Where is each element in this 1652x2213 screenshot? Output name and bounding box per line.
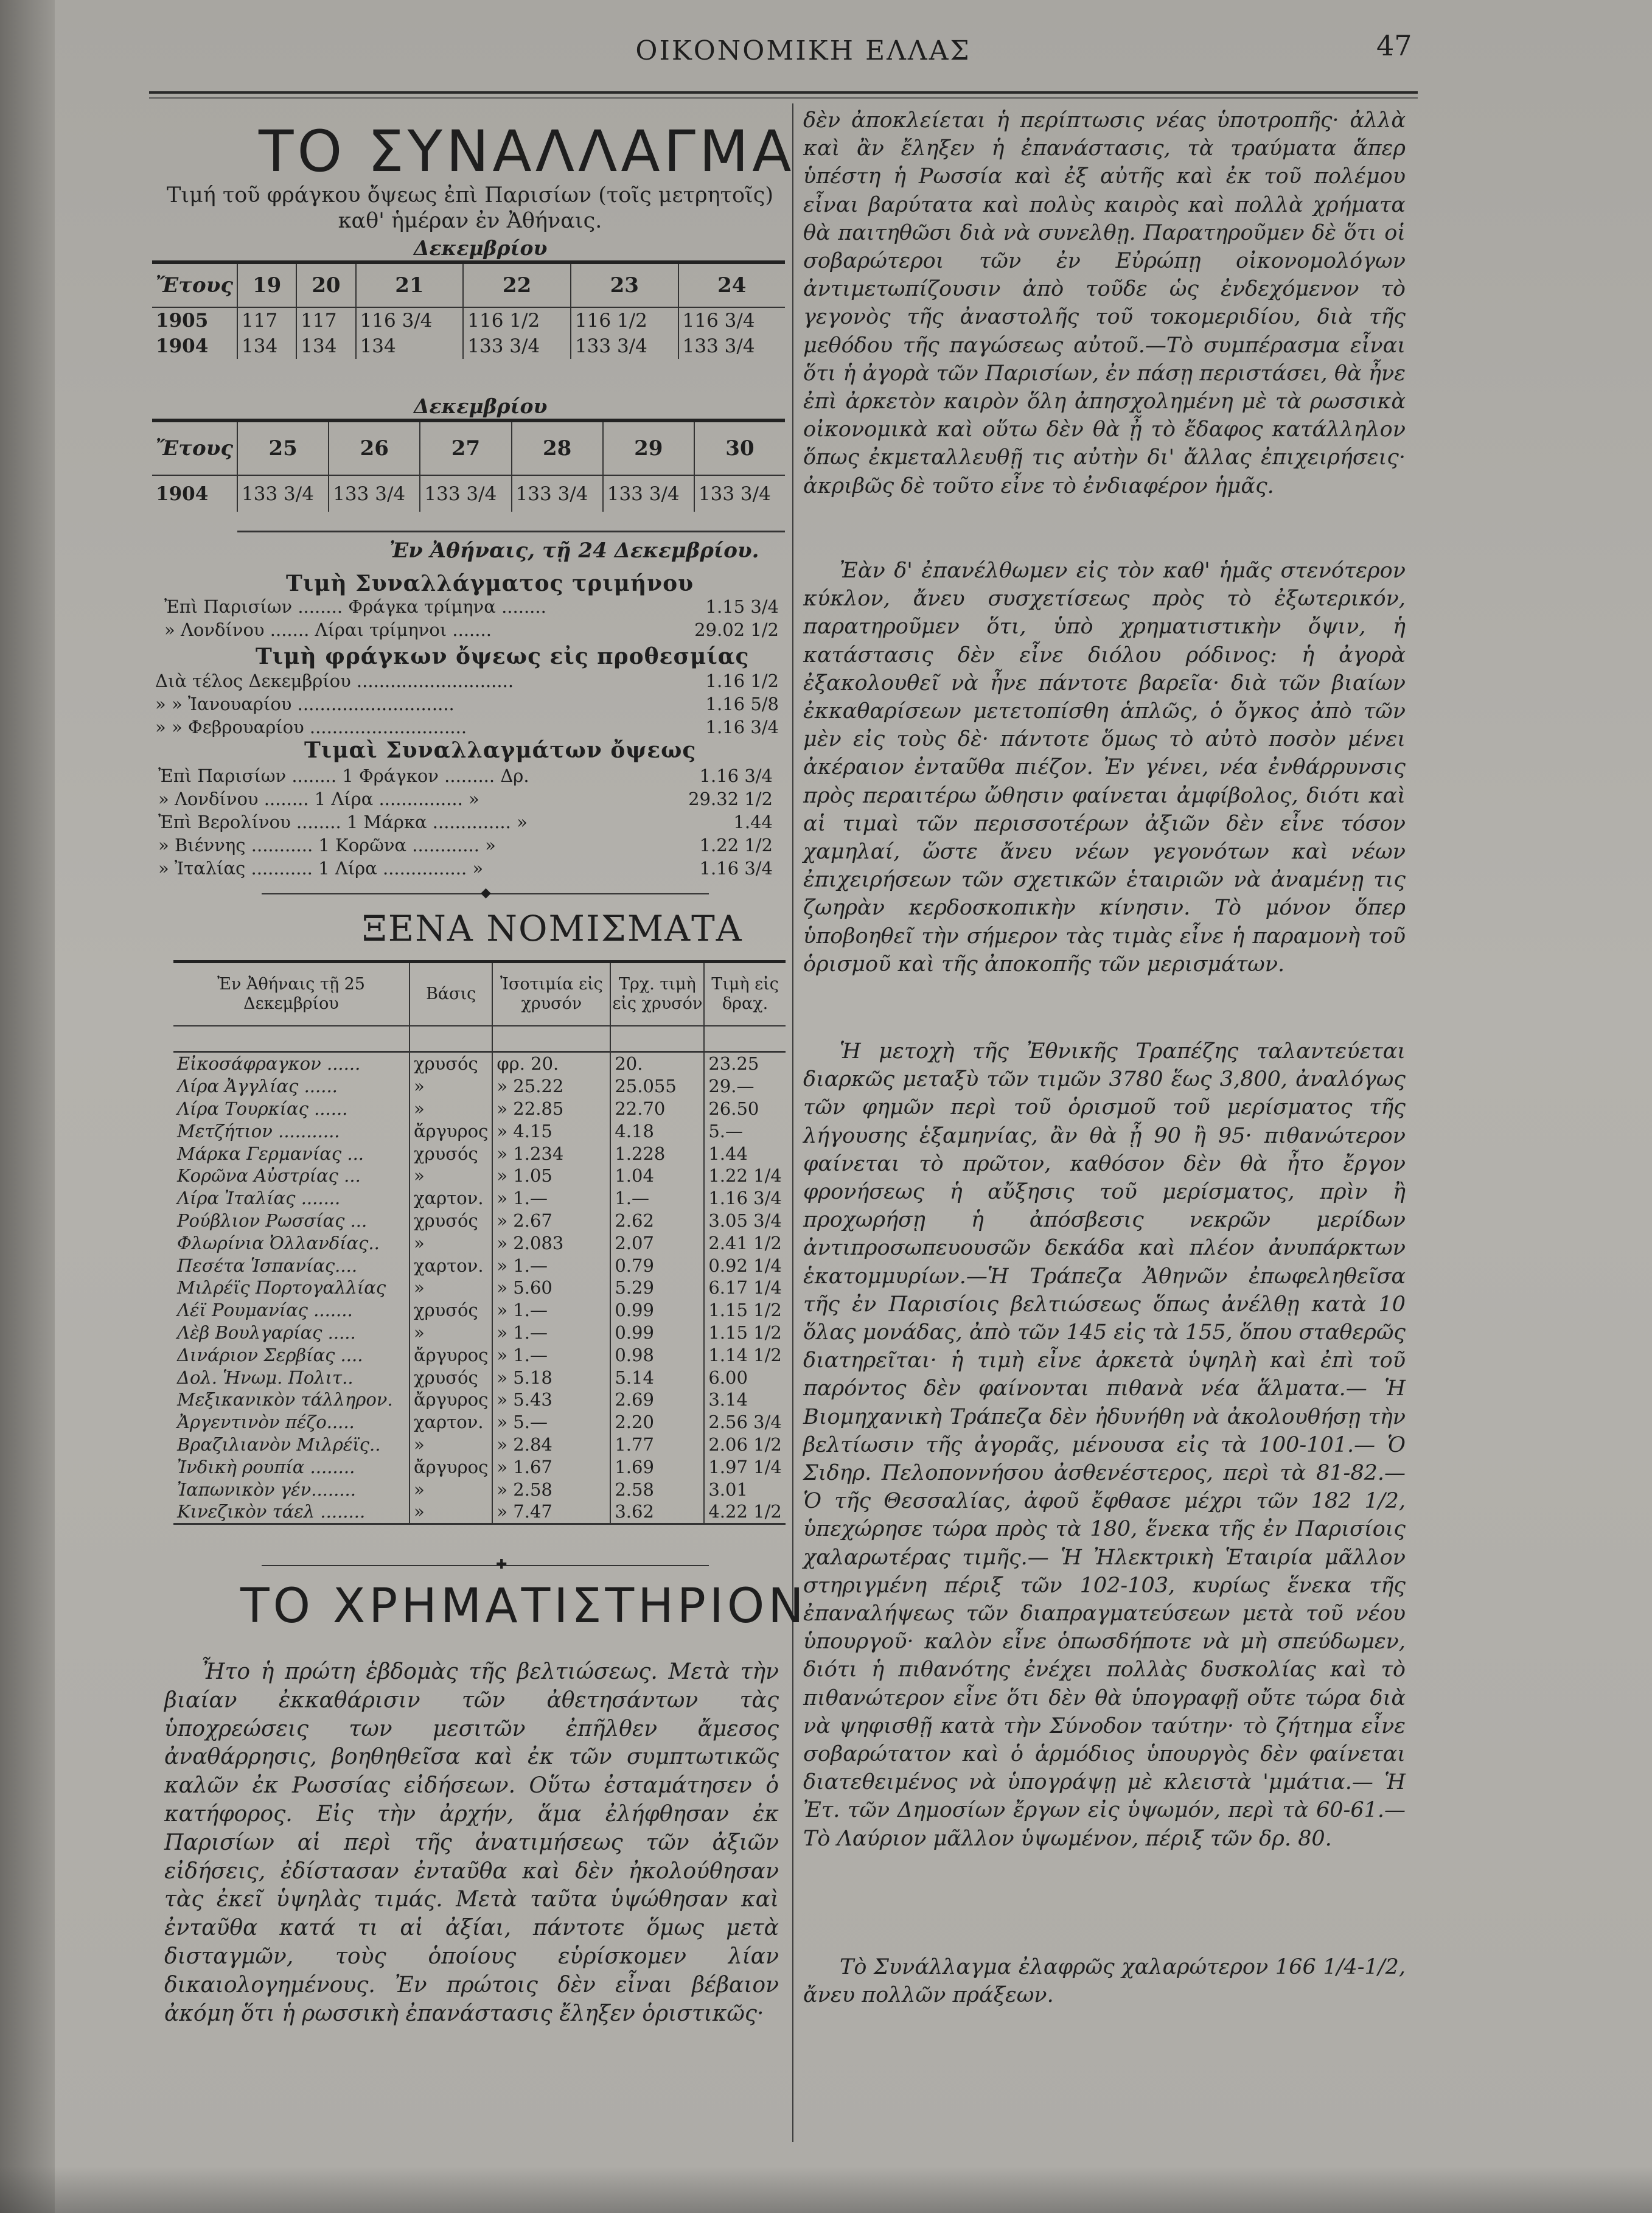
grid-cell: 116 3/4	[678, 307, 785, 333]
grid-cell: 133 3/4	[512, 475, 603, 512]
grid-day: 19	[237, 262, 296, 307]
currency-market: 5.29	[610, 1277, 704, 1299]
rate-line	[158, 765, 773, 786]
rate-line	[155, 671, 779, 691]
page-bottom-shadow	[0, 2166, 1652, 2213]
currency-price: 1.14 1/2	[704, 1343, 785, 1366]
grid-year-label: Ἔτους	[152, 262, 237, 307]
currency-parity: » 2.84	[492, 1434, 610, 1456]
currency-market: 2.62	[610, 1210, 704, 1232]
rate-value: 1.22 1/2	[699, 835, 773, 856]
rate-value: 1.16 3/4	[699, 858, 773, 879]
currency-header-row	[173, 962, 786, 1026]
currency-price: 29.—	[704, 1075, 785, 1098]
currency-market: 1.228	[610, 1142, 704, 1165]
rate-line	[158, 812, 773, 832]
currency-row	[173, 1366, 786, 1389]
currency-price: 3.14	[704, 1389, 785, 1411]
currency-basis: ἄργυρος	[410, 1120, 492, 1142]
rate-value: 1.16 5/8	[705, 694, 779, 714]
currency-parity: » 7.47	[492, 1500, 610, 1524]
currency-market: 1.69	[610, 1455, 704, 1478]
grid-cell: 116 3/4	[356, 307, 464, 333]
grid-row	[152, 333, 785, 359]
currency-market: 2.20	[610, 1411, 704, 1434]
grid-cell: 133 3/4	[571, 333, 678, 359]
currency-market: 4.18	[610, 1120, 704, 1142]
currency-market: 22.70	[610, 1098, 704, 1120]
currency-price: 5.—	[704, 1120, 785, 1142]
bourse-right-paragraph-4: Τὸ Συνάλλαγμα ἐλαφρῶς χαλαρώτερον 166 1/4-1/2, ἄνευ πολλῶν πράξεων.	[803, 1955, 1406, 2008]
header-rule	[149, 91, 1418, 94]
currency-name: Ρούβλιον Ρωσσίας ...	[173, 1210, 410, 1232]
currency-parity: » 22.85	[492, 1098, 610, 1120]
month-label-2: Δεκεμβρίου	[414, 394, 548, 418]
currency-row	[173, 1142, 786, 1165]
currency-price: 3.05 3/4	[704, 1210, 785, 1232]
currency-row	[173, 1455, 786, 1478]
grid-cell: 133 3/4	[329, 475, 420, 512]
bourse-title: ΤΟ ΧΡΗΜΑΤΙΣΤΗΡΙΟΝ	[240, 1579, 807, 1634]
currency-price: 1.44	[704, 1142, 785, 1165]
currency-basis: »	[410, 1434, 492, 1456]
currency-basis: »	[410, 1478, 492, 1500]
currency-name: Κινεζικὸν τάελ ........	[173, 1500, 410, 1524]
currency-name: Βραζιλιανὸν Μιλρέϊς..	[173, 1434, 410, 1456]
grid-header-row	[152, 420, 785, 475]
currency-market: 20.	[610, 1052, 704, 1075]
currency-row	[173, 1254, 786, 1277]
grid-cell: 133 3/4	[463, 333, 571, 359]
grid-year: 1905	[156, 310, 209, 332]
currency-basis: χρυσός	[410, 1142, 492, 1165]
currency-parity: » 1.—	[492, 1254, 610, 1277]
currency-parity: » 2.58	[492, 1478, 610, 1500]
currency-row	[173, 1165, 786, 1187]
currency-market: 25.055	[610, 1075, 704, 1098]
currency-market: 0.99	[610, 1322, 704, 1344]
currency-name: Μεξικανικὸν τάλληρον.	[173, 1389, 410, 1411]
grid-cell: 116 1/2	[571, 307, 678, 333]
grid-cell: 133 3/4	[678, 333, 785, 359]
currency-row	[173, 1389, 786, 1411]
currency-price: 2.41 1/2	[704, 1232, 785, 1254]
grid-day: 22	[463, 262, 571, 307]
currency-parity: » 1.—	[492, 1299, 610, 1322]
header-market: Τρχ. τιμὴ εἰς χρυσόν	[610, 962, 704, 1026]
currency-row	[173, 1478, 786, 1500]
currency-parity: » 2.67	[492, 1210, 610, 1232]
currency-row	[173, 1210, 786, 1232]
page-edge-shadow	[0, 0, 55, 2213]
currency-name: Ἰαπωνικὸν γέν........	[173, 1478, 410, 1500]
grid-header-row	[152, 262, 785, 307]
currency-name: Δολ. Ἡνωμ. Πολιτ..	[173, 1366, 410, 1389]
currency-name: Εἰκοσάφραγκον ......	[173, 1052, 410, 1075]
currency-parity: » 4.15	[492, 1120, 610, 1142]
currency-market: 1.77	[610, 1434, 704, 1456]
grid-year: 1904	[156, 483, 209, 505]
currency-basis: »	[410, 1500, 492, 1524]
running-head: ΟΙΚΟΝΟΜΙΚΗ ΕΛΛΑΣ	[635, 35, 971, 66]
currency-table	[173, 960, 786, 1525]
header-basis: Βάσις	[410, 962, 492, 1026]
currency-market: 2.07	[610, 1232, 704, 1254]
currency-basis: χρυσός	[410, 1210, 492, 1232]
rate-label: Διὰ τέλος Δεκεμβρίου ............................	[155, 671, 514, 691]
grid-day: 24	[678, 262, 785, 307]
currency-title: ΞΕΝΑ ΝΟΜΙΣΜΑΤΑ	[362, 908, 743, 949]
grid-day: 26	[329, 420, 420, 475]
month-label-1: Δεκεμβρίου	[414, 236, 548, 260]
currency-price: 6.17 1/4	[704, 1277, 785, 1299]
currency-market: 2.58	[610, 1478, 704, 1500]
grid-cell: 134	[296, 333, 355, 359]
grid-day: 20	[296, 262, 355, 307]
currency-basis: »	[410, 1277, 492, 1299]
exchange-grid-1	[152, 260, 785, 359]
bourse-right-paragraph-3: Ἡ μετοχὴ τῆς Ἐθνικῆς Τραπέζης ταλαντεύεται διαρκῶς μεταξὺ τῶν τιμῶν 3780 ἕως 3,800, ἀναλόγως τῶν φημῶν περὶ τοῦ ὁρισμοῦ τοῦ μερίσματος τῆς λήγουσης ἑξαμηνίας, ἂν θὰ ᾖ 90 ἢ 95· πιθανώτερον φαίνεται τὸ πρῶτον, καθόσον δὲν θὰ ἦτο ἔργον φρονήσεως ἡ αὔξησις τοῦ μερίσματος, πρὶν ἢ προχωρήσῃ ἡ ἀπόσβεσις νεκρῶν μερίδων ἀντιπροσωπευουσῶν δεκάδα καὶ πλέον ἀνυπάρκτων ἑκατομμυρίων.—Ἡ Τράπεζα Ἀθηνῶν ἐπωφεληθεῖσα τῆς ἐν Παρισίοις βελτιώσεως ὅπως ἀνέλθῃ κατὰ 10 ὅλας μονάδας, ἀπὸ τῶν 145 εἰς τὰ 155, ὅπου σταθερῶς διατηρεῖται· ἡ τιμὴ εἶνε ἀρκετὰ ὑψηλὴ καὶ ἐπὶ τοῦ παρόντος δὲν φαίνονται πιθανὰ νέα ἅλματα.— Ἡ Βιομηχανικὴ Τράπεζα δὲν ἠδυνήθη νὰ ἀκολουθήσῃ τὴν βελτίωσιν τῆς ἀγορᾶς, μένουσα εἰς τὰ 100-101.— Ὁ Σιδηρ. Πελοποννήσου ἀσθενέστερος, περὶ τὰ 81-82.— Ὁ τῆς Θεσσαλίας, ἀφοῦ ἔφθασε μέχρι τῶν 182 1/2, ὑπεχώρησε τώρα πρὸς τὰ 180, ἕνεκα τῆς ἐν Παρισίοις χαλαρωτέρας τιμῆς.— Ἡ Ἠλεκτρικὴ Ἑταιρία μᾶλλον στηριγμένη πέριξ τῶν 102-103, κυρίως ἕνεκα τῆς ἐπαναλήψεως τῶν διαπραγματεύσεων μετὰ τοῦ νέου ὑπουργοῦ· καλὸν εἶνε ὁπωσδήποτε νὰ μὴ σπεύδωμεν, διότι ἡ πιθανότης ἐνέχει πολλὰς δυσκολίας καὶ τὸ πιθανώτερον εἶνε ὅτι δὲν θὰ ὑπογραφῇ οὔτε τώρα διὰ νὰ ψηφισθῇ κατὰ τὴν Σύνοδον ταύτην· τὸ ζήτημα εἶνε σοβαρώτατον καὶ ὁ ἁρμόδιος ὑπουργὸς δὲν φαίνεται διατεθειμένος νὰ ὑπογράψῃ μὲ κλειστὰ 'μμάτια.— Ἡ Ἐτ. τῶν Δημοσίων ἔργων εἰς ὑψωμόν, περὶ τὰ 60-61.— Τὸ Λαύριον μᾶλλον ὑψωμένον, πέριξ τῶν δρ. 80.	[803, 1039, 1406, 1851]
currency-row	[173, 1299, 786, 1322]
currency-row	[173, 1322, 786, 1344]
grid-bottom-rule	[237, 531, 785, 532]
grid-cell: 133 3/4	[603, 475, 694, 512]
grid-day: 29	[603, 420, 694, 475]
rate-value: 29.32 1/2	[688, 789, 773, 809]
currency-parity: » 5.—	[492, 1411, 610, 1434]
forward-heading: Τιμὴ φράγκων ὄψεως εἰς προθεσμίας	[256, 644, 750, 669]
exchange-subtitle-line1: Τιμή τοῦ φράγκου ὄψεως ἐπὶ Παρισίων (τοῖς μετρητοῖς)	[166, 183, 774, 207]
currency-parity: » 1.234	[492, 1142, 610, 1165]
bourse-right-paragraph-2: Ἐὰν δ' ἐπανέλθωμεν εἰς τὸν καθ' ἡμᾶς στενότερον κύκλον, ἄνευ συσχετίσεως πρὸς τὸ ἐξωτερικόν, παρατηροῦμεν ὅτι, ὑπὸ χρηματιστικὴν ὄψιν, ἡ κατάστασις δὲν εἶνε διόλου ρόδινος: ἡ ἀγορὰ ἐξακολουθεῖ νὰ ἦνε πάντοτε βαρεῖα· διὰ τῶν βιαίων ἐκκαθαρίσεων μετετοπίσθη ἁπλῶς, ὁ ὄγκος ἀπὸ τῶν μὲν εἰς τοὺς δὲ· πάντοτε ὅμως τὸ αὐτὸ ποσὸν μένει ἀκέραιον ἐνταῦθα πιέζον. Ἐν γένει, νέα ἐνθάρρυνσις πρὸς περαιτέρω ὤθησιν φαίνεται ἀμφίβολος, διότι καὶ αἱ τιμαὶ τῶν περισσοτέρων ἀξιῶν δὲν εἶνε τόσον χαμηλαί, ὥστε ἄνευ νέων γεγονότων καὶ νέων ἐπιχειρήσεων τῶν σχετικῶν ἑταιριῶν νὰ ἀναμένῃ τις ζωηρὰν κερδοσκοπικὴν κίνησιν. Τὸ μόνον ὅπερ ὑποβοηθεῖ τὴν σήμερον τὰς τιμὰς εἶνε ἡ παραμονὴ τοῦ ὁρισμοῦ καὶ τῆς ἀποκοπῆς τῶν μερισμάτων.	[803, 559, 1406, 977]
currency-basis: ἄργυρος	[410, 1343, 492, 1366]
currency-price: 1.15 1/2	[704, 1299, 785, 1322]
exchange-subtitle-line2: καθ' ἡμέραν ἐν Ἀθήναις.	[338, 209, 602, 233]
rate-label: Ἐπὶ Παρισίων ........ Φράγκα τρίμηνα ........	[164, 596, 546, 617]
exchange-title: ΤΟ ΣΥΝΑΛΛΑΓΜΑ	[259, 119, 795, 185]
currency-basis: »	[410, 1322, 492, 1344]
rate-label: » Ἰταλίας ........... 1 Λίρα ............... »	[158, 858, 484, 879]
currency-row	[173, 1098, 786, 1120]
rate-label: Ἐπὶ Βερολίνου ........ 1 Μάρκα .............. »	[158, 812, 528, 832]
currency-market: 1.—	[610, 1187, 704, 1210]
sight-heading: Τιμαὶ Συναλλαγμάτων ὄψεως	[304, 737, 697, 763]
currency-price: 1.16 3/4	[704, 1187, 785, 1210]
currency-price: 23.25	[704, 1052, 785, 1075]
grid-row	[152, 475, 785, 512]
currency-row	[173, 1075, 786, 1098]
currency-row	[173, 1343, 786, 1366]
grid-cell: 117	[237, 307, 296, 333]
currency-basis: χαρτον.	[410, 1411, 492, 1434]
currency-parity: » 5.18	[492, 1366, 610, 1389]
currency-basis: χρυσός	[410, 1366, 492, 1389]
three-month-heading: Τιμὴ Συναλλάγματος τριμήνου	[286, 571, 694, 596]
currency-market: 0.99	[610, 1299, 704, 1322]
currency-market: 1.04	[610, 1165, 704, 1187]
currency-parity: » 1.—	[492, 1322, 610, 1344]
grid-cell: 134	[356, 333, 464, 359]
rate-line	[164, 596, 779, 617]
header-place: Ἐν Ἀθήναις τῇ 25 Δεκεμβρίου	[173, 962, 410, 1026]
exchange-grid-2	[152, 419, 785, 512]
grid-day: 30	[694, 420, 785, 475]
currency-parity: » 5.60	[492, 1277, 610, 1299]
currency-basis: »	[410, 1075, 492, 1098]
grid-cell: 117	[296, 307, 355, 333]
currency-row	[173, 1411, 786, 1434]
header-price: Τιμὴ εἰς δραχ.	[704, 962, 785, 1026]
rate-label: » » Φεβρουαρίου ............................	[155, 717, 467, 737]
rate-value: 29.02 1/2	[694, 619, 779, 640]
rate-value: 1.16 3/4	[705, 717, 779, 737]
spacer-row	[173, 1026, 786, 1052]
currency-row	[173, 1434, 786, 1456]
rate-line	[164, 619, 779, 640]
grid-year: 1904	[156, 335, 209, 357]
rate-value: 1.16 1/2	[705, 671, 779, 691]
rule-ornament: ✚	[496, 1557, 507, 1572]
currency-market: 5.14	[610, 1366, 704, 1389]
currency-row	[173, 1500, 786, 1524]
currency-row	[173, 1187, 786, 1210]
currency-price: 1.97 1/4	[704, 1455, 785, 1478]
rate-line	[158, 858, 773, 879]
currency-parity: » 2.083	[492, 1232, 610, 1254]
rate-line	[158, 835, 773, 856]
currency-parity: » 1.05	[492, 1165, 610, 1187]
currency-parity: φρ. 20.	[492, 1052, 610, 1075]
rate-line	[158, 789, 773, 809]
currency-row	[173, 1052, 786, 1075]
currency-price: 1.15 1/2	[704, 1322, 785, 1344]
currency-name: Μετζήτιον ...........	[173, 1120, 410, 1142]
currency-price: 4.22 1/2	[704, 1500, 785, 1524]
grid-day: 25	[237, 420, 329, 475]
currency-row	[173, 1232, 786, 1254]
currency-basis: χρυσός	[410, 1052, 492, 1075]
currency-name: Λὲβ Βουλγαρίας .....	[173, 1322, 410, 1344]
currency-parity: » 1.—	[492, 1187, 610, 1210]
currency-basis: »	[410, 1165, 492, 1187]
rate-value: 1.16 3/4	[699, 765, 773, 786]
currency-price: 6.00	[704, 1366, 785, 1389]
rule-ornament: ◆	[481, 885, 491, 901]
header-rule-thin	[149, 97, 1418, 99]
grid-year-label: Ἔτους	[152, 420, 237, 475]
currency-parity: » 1.67	[492, 1455, 610, 1478]
currency-name: Λέϊ Ρουμανίας .......	[173, 1299, 410, 1322]
currency-market: 2.69	[610, 1389, 704, 1411]
rate-value: 1.44	[733, 812, 773, 832]
currency-price: 26.50	[704, 1098, 785, 1120]
currency-basis: χαρτον.	[410, 1254, 492, 1277]
rate-label: » Λονδίνου ........ 1 Λίρα ............... »	[158, 789, 479, 809]
grid-cell: 116 1/2	[463, 307, 571, 333]
rate-label: » Λονδίνου ....... Λίραι τρίμηνοι .......	[164, 619, 492, 640]
currency-parity: » 25.22	[492, 1075, 610, 1098]
bourse-left-paragraph: Ἦτο ἡ πρώτη ἑβδομὰς τῆς βελτιώσεως. Μετὰ τὴν βιαίαν ἐκκαθάρισιν τῶν ἀθετησάντων τὰς ὑποχρεώσεις των μεσιτῶν ἐπῆλθεν ἄμεσος ἀναθάρρησις, βοηθηθεῖσα καὶ ἐκ τῶν συμπτωτικῶς καλῶν ἐκ Ρωσσίας εἰδήσεων. Οὕτω ἐσταμάτησεν ὁ κατήφορος. Εἰς τὴν ἀρχήν, ἅμα ἐλήφθησαν ἐκ Παρισίων αἱ περὶ τῆς ἀνατιμήσεως τῶν ἀξιῶν εἰδήσεις, ἐδίστασαν ἐνταῦθα καὶ δὲν ἠκολούθησαν τὰς ἐκεῖ ὑψηλὰς τιμάς. Μετὰ ταῦτα ὑψώθησαν καὶ ἐνταῦθα κατά τι αἱ ἀξίαι, πάντοτε ὅμως μετὰ δισταγμῶν, τοὺς ὁποίους εὑρίσκομεν λίαν δικαιολογημένους. Ἐν πρώτοις δὲν εἶναι βέβαιον ἀκόμη ὅτι ἡ ρωσσικὴ ἐπανάστασις ἔληξεν ὁριστικῶς·	[164, 1659, 779, 2026]
dateline: Ἐν Ἀθήναις, τῇ 24 Δεκεμβρίου.	[389, 538, 759, 563]
currency-row	[173, 1120, 786, 1142]
currency-name: Ἰνδικὴ ρουπία ........	[173, 1455, 410, 1478]
currency-name: Φλωρίνια Ὀλλανδίας..	[173, 1232, 410, 1254]
currency-parity: » 1.—	[492, 1343, 610, 1366]
currency-parity: » 5.43	[492, 1389, 610, 1411]
currency-name: Μάρκα Γερμανίας ...	[173, 1142, 410, 1165]
currency-basis: χαρτον.	[410, 1187, 492, 1210]
currency-price: 2.56 3/4	[704, 1411, 785, 1434]
currency-name: Λίρα Ἰταλίας .......	[173, 1187, 410, 1210]
currency-price: 3.01	[704, 1478, 785, 1500]
currency-price: 1.22 1/4	[704, 1165, 785, 1187]
rate-value: 1.15 3/4	[705, 596, 779, 617]
grid-day: 28	[512, 420, 603, 475]
header-parity: Ἰσοτιμία εἰς χρυσόν	[492, 962, 610, 1026]
currency-basis: ἄργυρος	[410, 1455, 492, 1478]
currency-row	[173, 1277, 786, 1299]
rate-label: Ἐπὶ Παρισίων ........ 1 Φράγκον ......... Δρ.	[158, 765, 529, 786]
grid-day: 27	[420, 420, 511, 475]
currency-price: 2.06 1/2	[704, 1434, 785, 1456]
rate-label: » » Ἰανουαρίου ............................	[155, 694, 455, 714]
currency-basis: »	[410, 1232, 492, 1254]
rate-label: » Βιέννης ........... 1 Κορῶνα ............ »	[158, 835, 496, 856]
currency-name: Μιλρέϊς Πορτογαλλίας	[173, 1277, 410, 1299]
rate-line	[155, 717, 779, 737]
grid-cell: 133 3/4	[694, 475, 785, 512]
grid-cell: 133 3/4	[420, 475, 511, 512]
currency-name: Πεσέτα Ἱσπανίας....	[173, 1254, 410, 1277]
currency-basis: χρυσός	[410, 1299, 492, 1322]
currency-basis: »	[410, 1098, 492, 1120]
currency-price: 0.92 1/4	[704, 1254, 785, 1277]
rate-line	[155, 694, 779, 714]
grid-day: 21	[356, 262, 464, 307]
currency-market: 0.98	[610, 1343, 704, 1366]
grid-day: 23	[571, 262, 678, 307]
currency-name: Κορῶνα Αὐστρίας ...	[173, 1165, 410, 1187]
grid-cell: 134	[237, 333, 296, 359]
currency-basis: ἄργυρος	[410, 1389, 492, 1411]
page-number: 47	[1376, 29, 1412, 62]
grid-row	[152, 307, 785, 333]
currency-name: Λίρα Ἀγγλίας ......	[173, 1075, 410, 1098]
currency-name: Δινάριον Σερβίας ....	[173, 1343, 410, 1366]
currency-name: Λίρα Τουρκίας ......	[173, 1098, 410, 1120]
column-divider	[792, 103, 793, 2142]
currency-market: 0.79	[610, 1254, 704, 1277]
currency-market: 3.62	[610, 1500, 704, 1524]
currency-name: Ἀργεντινὸν πέζο.....	[173, 1411, 410, 1434]
bourse-right-paragraph-1: δὲν ἀποκλείεται ἡ περίπτωσις νέας ὑποτροπῆς· ἀλλὰ καὶ ἂν ἔληξεν ἡ ἐπανάστασις, τὰ τραύματα ἅπερ ὑπέστη ἡ Ρωσσία καὶ ἐξ αὐτῆς καὶ ἐκ τοῦ πολέμου εἶναι βαρύτατα καὶ πολὺς καιρὸς καὶ πολλὰ χρήματα θὰ παιτηθῶσι διὰ νὰ συνελθῃ. Παρατηροῦμεν δὲ ὅτι οἱ σοβαρώτεροι τῶν ἐν Εὐρώπῃ οἰκονομολόγων ἀντιμετωπίζουσιν ἀπὸ τοῦδε ὡς ἐνδεχόμενον τὸ γεγονὸς τῆς ἀναστολῆς τοῦ τοκομεριδίου, διὰ τῆς μεθόδου τῆς παγώσεως αὐτοῦ.—Τὸ συμπέρασμα εἶναι ὅτι ἡ ἀγορὰ τῶν Παρισίων, ἐν πάσῃ περιστάσει, θὰ ἦνε ἐπὶ ἀρκετὸν καιρὸν ὅλη ἀπησχολημένη μὲ τὰ ρωσσικὰ οἰκονομικὰ καὶ οὕτω δὲν θὰ ᾖ τὸ ἔδαφος κατάλληλον ὅπως ἐκμεταλλευθῇ τις αὐτὴν δι' ἄλλας ἐπιχειρήσεις· ἀκριβῶς δὲ τοῦτο εἶνε τὸ ἐνδιαφέρον ἡμᾶς.	[803, 108, 1406, 498]
section-rule	[262, 1565, 709, 1566]
grid-cell: 133 3/4	[237, 475, 329, 512]
